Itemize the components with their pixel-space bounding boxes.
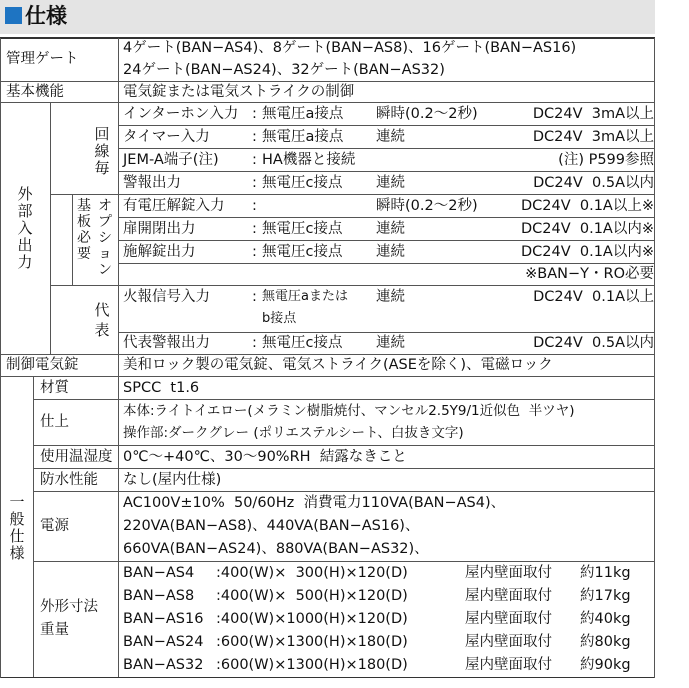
io-spec: DC24V 0.5A以内 — [533, 175, 654, 191]
column-divider — [118, 38, 119, 677]
dim-mount: 屋内壁面取付 — [465, 565, 552, 581]
power-line-1: AC100V±10% 50/60Hz 消費電力110VA(BAN−AS4)、 — [123, 495, 506, 511]
label-kaisen: 回線毎 — [94, 125, 110, 177]
dim-model: BAN−AS8 — [123, 588, 199, 604]
io-sep: : — [252, 129, 257, 145]
section-title: 仕様 — [25, 4, 67, 28]
fire-spec: DC24V 0.1A以上 — [533, 289, 654, 305]
dim-model: BAN−AS16 — [123, 611, 204, 627]
table-border-bottom — [0, 677, 655, 678]
label-bousui: 防水性能 — [40, 472, 98, 488]
io-name: 扉開閉出力 — [123, 221, 196, 237]
dim-size: :400(W)×1000(H)×120(D) — [216, 611, 408, 627]
column-divider — [50, 102, 51, 354]
fire-mode: 連続 — [376, 289, 405, 305]
io-name: 施解錠出力 — [123, 244, 196, 260]
label-ippan: 一般仕様 — [9, 493, 25, 562]
option-note: ※BAN−Y・RO必要 — [525, 266, 654, 282]
alarm-mode: 連続 — [376, 335, 405, 351]
section-header — [0, 0, 655, 34]
material-text: SPCC t1.6 — [123, 380, 200, 396]
io-spec: DC24V 0.1A以内※ — [520, 244, 654, 260]
fire-type-1: 無電圧aまたは — [262, 289, 348, 304]
io-mode: 連続 — [376, 129, 405, 145]
waterproof-text: なし(屋内仕様) — [123, 472, 222, 488]
label-daihyo: 代表 — [94, 301, 110, 339]
io-mode: 連続 — [376, 175, 405, 191]
gate-line-2: 24ゲート(BAN−AS24)、32ゲート(BAN−AS32) — [123, 62, 445, 78]
alarm-type: 無電圧c接点 — [262, 335, 343, 351]
io-mode: 連続 — [376, 221, 405, 237]
io-spec: DC24V 0.1A以内※ — [520, 221, 654, 237]
seigyo-text: 美和ロック製の電気錠、電気ストライク(ASEを除く)、電磁ロック — [123, 357, 553, 373]
io-mode: 瞬時(0.2〜2秒) — [376, 198, 478, 214]
io-sep: : — [252, 198, 257, 214]
dim-weight: 約80kg — [580, 634, 631, 650]
label-ondo: 使用温湿度 — [40, 449, 113, 465]
table-border-right — [654, 38, 655, 678]
dim-mount: 屋内壁面取付 — [465, 588, 552, 604]
fire-sep: : — [252, 289, 257, 305]
io-name: タイマー入力 — [123, 129, 210, 145]
io-type: HA機器と接続 — [262, 152, 356, 168]
dim-size: :600(W)×1300(H)×180(D) — [216, 634, 408, 650]
io-spec: DC24V 0.1A以上※ — [520, 198, 654, 214]
column-divider — [72, 194, 73, 285]
temp-text: 0℃〜+40℃、30〜90%RH 結露なきこと — [123, 449, 407, 465]
label-kanri-gate: 管理ゲート — [6, 51, 79, 67]
finish-line-1: 本体:ライトイエロー(メラミン樹脂焼付、マンセル2.5Y9/1近似色 半ツヤ) — [123, 403, 575, 419]
dim-size: :400(W)× 500(H)×120(D) — [216, 588, 408, 604]
label-shiage: 仕上 — [40, 414, 69, 430]
io-sep: : — [252, 175, 257, 191]
io-name: 有電圧解錠入力 — [123, 198, 225, 214]
io-sep: : — [252, 106, 257, 122]
dim-mount: 屋内壁面取付 — [465, 634, 552, 650]
power-line-3: 660VA(BAN−AS24)、880VA(BAN−AS32)、 — [123, 541, 429, 557]
dim-model: BAN−AS24 — [123, 634, 204, 650]
io-sep: : — [252, 152, 257, 168]
kihon-text: 電気錠または電気ストライクの制御 — [123, 84, 355, 100]
alarm-spec: DC24V 0.5A以内 — [533, 335, 654, 351]
dim-mount: 屋内壁面取付 — [465, 611, 552, 627]
io-type: 無電圧a接点 — [262, 129, 344, 145]
io-spec: DC24V 3mA以上 — [532, 129, 654, 145]
io-sep: : — [252, 221, 257, 237]
io-type: 無電圧c接点 — [262, 175, 343, 191]
alarm-sep: : — [252, 335, 257, 351]
io-mode: 連続 — [376, 244, 405, 260]
label-zaishitsu: 材質 — [40, 380, 69, 396]
dim-weight: 約17kg — [580, 588, 631, 604]
power-line-2: 220VA(BAN−AS8)、440VA(BAN−AS16)、 — [123, 518, 420, 534]
io-sep: : — [252, 244, 257, 260]
io-type: 無電圧c接点 — [262, 221, 343, 237]
dim-size: :600(W)×1300(H)×180(D) — [216, 657, 408, 673]
finish-line-2: 操作部:ダークグレー (ポリエステルシート、白抜き文字) — [123, 425, 464, 441]
dim-weight: 約11kg — [580, 565, 631, 581]
square-bullet-icon — [5, 7, 22, 24]
column-divider — [33, 376, 34, 677]
io-name: インターホン入力 — [123, 106, 239, 122]
dim-size: :400(W)× 300(H)×120(D) — [216, 565, 408, 581]
gate-line-1: 4ゲート(BAN−AS4)、8ゲート(BAN−AS8)、16ゲート(BAN−AS16) — [123, 40, 577, 56]
label-juryo: 重量 — [40, 622, 69, 638]
io-spec: (注) P599参照 — [558, 152, 654, 168]
alarm-name: 代表警報出力 — [123, 335, 210, 351]
label-option: オプション — [98, 198, 112, 278]
label-kiban: 基板必要 — [77, 198, 91, 262]
io-name: 警報出力 — [123, 175, 181, 191]
dim-model: BAN−AS4 — [123, 565, 199, 581]
dim-weight: 約90kg — [580, 657, 631, 673]
row-divider — [0, 376, 655, 377]
io-type: 無電圧a接点 — [262, 106, 344, 122]
fire-name: 火報信号入力 — [123, 289, 210, 305]
io-mode: 瞬時(0.2〜2秒) — [376, 106, 478, 122]
io-spec: DC24V 3mA以上 — [532, 106, 654, 122]
dim-mount: 屋内壁面取付 — [465, 657, 552, 673]
label-kihon-kinou: 基本機能 — [6, 84, 64, 100]
label-gaibu: 外部入出力 — [17, 185, 33, 271]
io-name: JEM-A端子(注) — [123, 152, 219, 168]
dim-model: BAN−AS32 — [123, 657, 204, 673]
label-dengen: 電源 — [40, 518, 69, 534]
label-seigyo: 制御電気錠 — [6, 357, 79, 373]
dim-weight: 約40kg — [580, 611, 631, 627]
fire-type-2: b接点 — [262, 311, 297, 326]
label-gaikei: 外形寸法 — [40, 599, 98, 615]
io-type: 無電圧c接点 — [262, 244, 343, 260]
table-border-left — [0, 38, 1, 678]
